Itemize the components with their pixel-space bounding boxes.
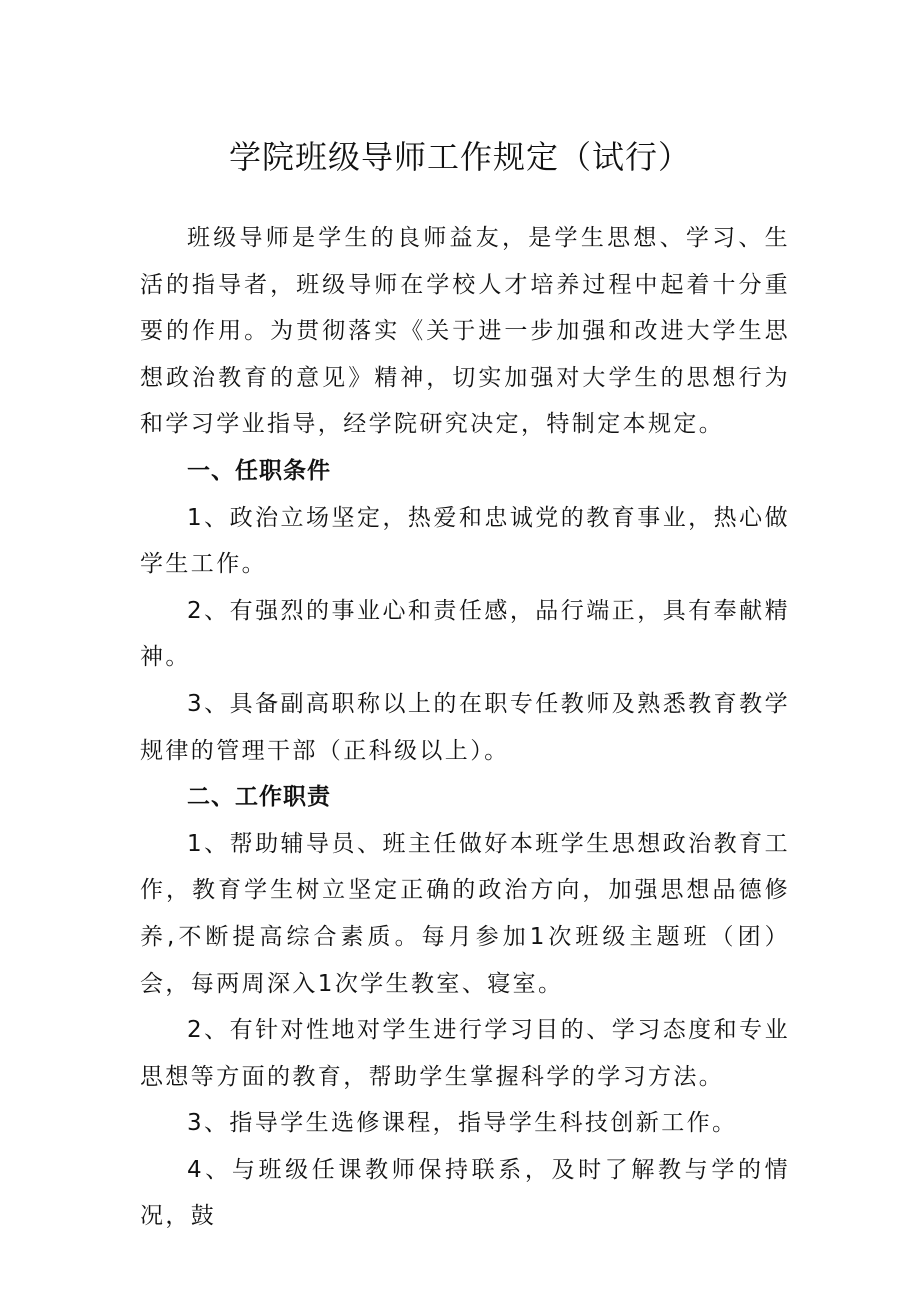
duty-item-4: 4、与班级任课教师保持联系，及时了解教与学的情况，鼓 xyxy=(140,1156,790,1230)
intro-paragraph: 班级导师是学生的良师益友，是学生思想、学习、生活的指导者，班级导师在学校人才培养过程中起着十分重要的作用。为贯彻落实《关于进一步加强和改进大学生思想政治教育的意见》精神，切实加强对大学生的思想行为和学习学业指导，经学院研究决定，特制定本规定。 xyxy=(140,225,790,438)
qualification-item-1: 1、政治立场坚定，热爱和忠诚党的教育事业，热心做学生工作。 xyxy=(140,504,790,578)
document-body xyxy=(140,215,790,1240)
document-title: 学院班级导师工作规定（试行） xyxy=(228,138,691,176)
duty-item-2: 2、有针对性地对学生进行学习目的、学习态度和专业思想等方面的教育，帮助学生掌握科学的学习方法。 xyxy=(140,1017,790,1090)
qualification-item-3: 3、具备副高职称以上的在职专任教师及熟悉教育教学规律的管理干部（正科级以上）。 xyxy=(140,690,790,764)
duty-item-1: 1、帮助辅导员、班主任做好本班学生思想政治教育工作，教育学生树立坚定正确的政治方向，加强思想品德修养,不断提高综合素质。每月参加1次班级主题班（团）会，每两周深入1次学生教室、寝室。 xyxy=(140,830,790,997)
qualification-item-2: 2、有强烈的事业心和责任感，品行端正，具有奉献精神。 xyxy=(140,597,790,671)
duty-item-3: 3、指导学生选修课程，指导学生科技创新工作。 xyxy=(187,1110,738,1137)
section-heading-duties: 二、工作职责 xyxy=(187,784,331,811)
section-heading-qualifications: 一、任职条件 xyxy=(187,457,331,484)
